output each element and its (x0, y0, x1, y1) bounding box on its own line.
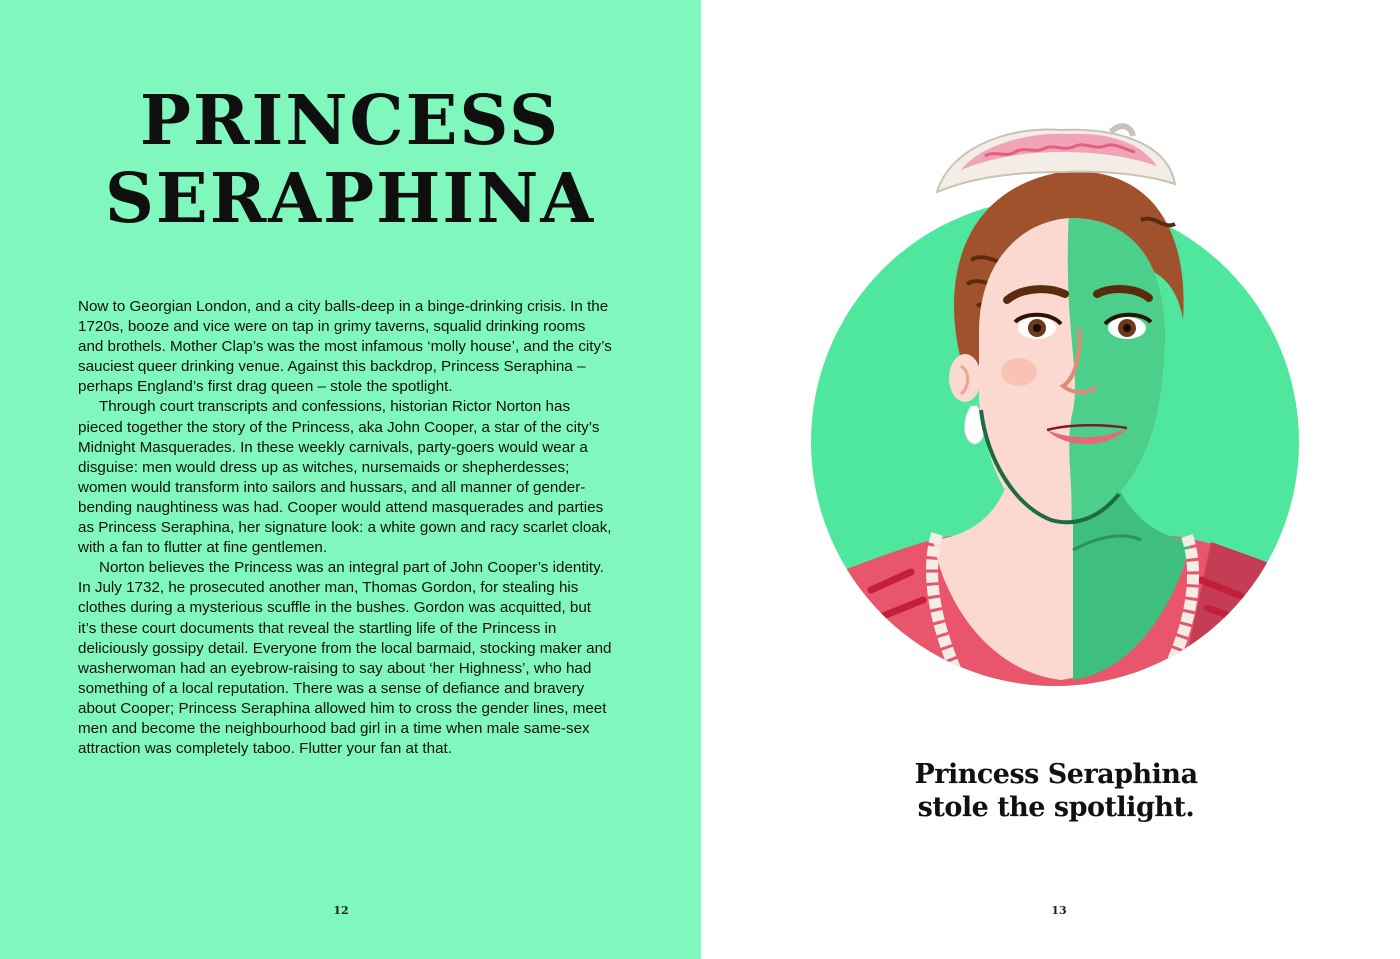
title-line-2: SERAPHINA (104, 159, 596, 239)
body-text (78, 297, 613, 759)
paragraph-3: Norton believes the Princess was an integral part of John Cooper’s identity. In July 1732, he prosecuted another man, Thomas Gordon, for stealing his clothes during a mysterious scuffle in the bushes. Gordon was acquitted, but it’s these court documents that reveal the startling life of the Princess in deliciously gossipy detail. Everyone from the local barmaid, stocking maker and washerwoman had an eyebrow-raising to say about ‘her Highness’, who had something of a local reputation. There was a sense of defiance and bravery about Cooper; Princess Seraphina allowed him to cross the gender lines, meet men and become the neighbourhood bad girl in a time when male same-sex attraction was completely taboo. Flutter your fan at that. (78, 559, 612, 758)
caption-line-1: Princess Seraphina (914, 759, 1198, 790)
page-number-left: 12 (333, 904, 349, 917)
paragraph-1: Now to Georgian London, and a city balls-deep in a binge-drinking crisis. In the 1720s, booze and vice were on tap in grimy taverns, squalid drinking rooms and brothels. Mother Clap’s was the most infamous ‘molly house’, and the city’s sauciest queer drinking venue. Against this backdrop, Princess Seraphina – perhaps England’s first drag queen – stole the spotlight. (78, 298, 612, 396)
page-title (70, 82, 630, 238)
paragraph-2: Through court transcripts and confessions, historian Rictor Norton has pieced together the story of the Princess, aka John Cooper, a star of the city’s Midnight Masquerades. In these weekly carnivals, party-goers would wear a disguise: men would dress up as witches, nursemaids or shepherdesses; women would transform into sailors and hussars, and all manner of gender-bending naughtiness was had. Cooper would attend masquerades and parties as Princess Seraphina, her signature look: a white gown and racy scarlet cloak, with a fan to flutter at fine gentlemen. (78, 398, 612, 557)
page-number-right: 13 (1051, 904, 1067, 917)
caption (851, 758, 1261, 824)
portrait-illustration (811, 110, 1311, 690)
title-line-1: PRINCESS (139, 81, 561, 161)
caption-line-2: stole the spotlight. (917, 792, 1195, 823)
right-page (701, 0, 1400, 959)
